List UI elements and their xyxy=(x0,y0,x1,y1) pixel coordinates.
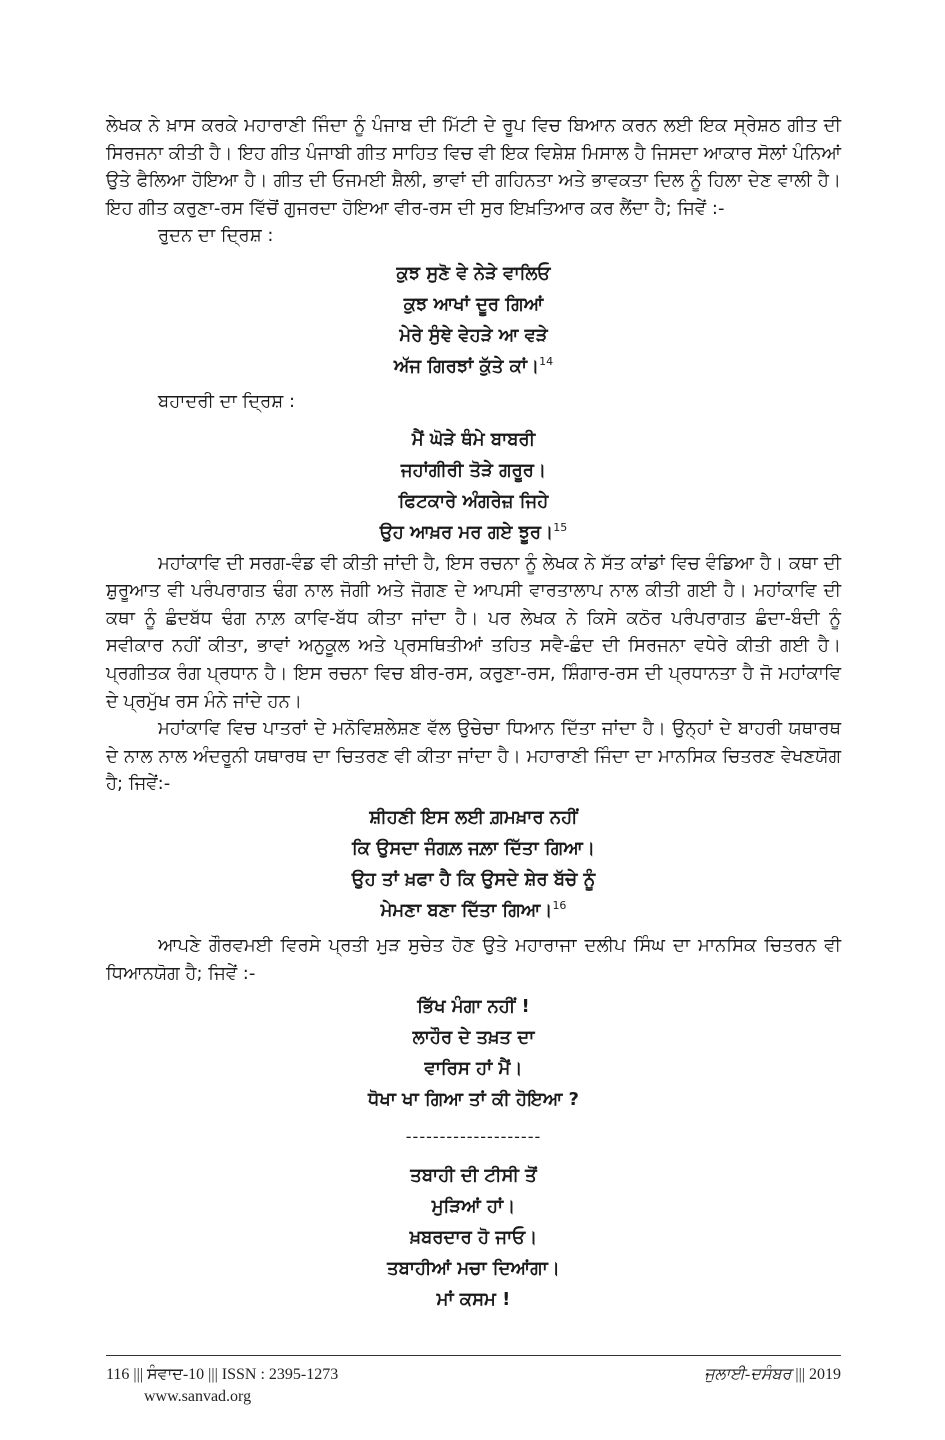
footnote-ref: 14 xyxy=(539,354,554,368)
paragraph-3: ਮਹਾਂਕਾਵਿ ਵਿਚ ਪਾਤਰਾਂ ਦੇ ਮਨੋਵਿਸ਼ਲੇਸ਼ਣ ਵੱਲ ਉਚੇਚਾ ਧਿਆਨ ਦਿੱਤਾ ਜਾਂਦਾ ਹੈ। ਉਨ੍ਹਾਂ ਦੇ ਬਾਹਰੀ ਯਥਾਰਥ ਦੇ ਨਾਲ ਨਾਲ ਅੰਦਰੂਨੀ ਯਥਾਰਥ ਦਾ ਚਿਤਰਣ ਵੀ ਕੀਤਾ ਜਾਂਦਾ ਹੈ। ਮਹਾਰਾਣੀ ਜਿੰਦਾ ਦਾ ਮਾਨਸਿਕ ਚਿਤਰਣ ਵੇਖਣਯੋਗ ਹੈ; ਜਿਵੇਂ:- xyxy=(106,718,841,795)
verse-line: ਮੈਂ ਘੋੜੇ ਥੰਮੇ ਬਾਬਰੀ xyxy=(411,428,536,450)
verse-line: ਸ਼ੀਹਣੀ ਇਸ ਲਈ ਗ਼ਮਖ਼ਾਰ ਨਹੀਂ xyxy=(369,806,578,828)
verse-line: ਖ਼ਬਰਦਾਰ ਹੋ ਜਾਓ। xyxy=(409,1227,538,1249)
verse-1 xyxy=(106,258,841,382)
verse-line: ਧੋਖਾ ਖਾ ਗਿਆ ਤਾਂ ਕੀ ਹੋਇਆ ? xyxy=(368,1089,579,1111)
verse-line: ਭਿੱਖ ਮੰਗਾ ਨਹੀਂ ! xyxy=(417,996,530,1018)
verse-line-last xyxy=(106,895,841,926)
verse-line-last xyxy=(106,517,841,548)
verse-line-text: ਉਹ ਆਖ਼ਰ ਮਰ ਗਏ ਝੂਰ। xyxy=(379,521,554,543)
verse-line: ਲਾਹੌਰ ਦੇ ਤਖ਼ਤ ਦਾ xyxy=(412,1027,535,1049)
verse-line: ਵਾਰਿਸ ਹਾਂ ਮੈਂ। xyxy=(424,1058,523,1080)
verse-3 xyxy=(106,802,841,926)
page-body xyxy=(106,112,841,1321)
verse-line: ਉਹ ਤਾਂ ਖ਼ਫਾ ਹੈ ਕਿ ਉਸਦੇ ਸ਼ੇਰ ਬੱਚੇ ਨੂੰ xyxy=(351,868,596,890)
footer-year: ||| 2019 xyxy=(795,1366,841,1383)
footer-period: ਜੁਲਾਈ-ਦਸੰਬਰ xyxy=(704,1366,792,1383)
paragraph-2: ਮਹਾਂਕਾਵਿ ਦੀ ਸਰਗ-ਵੰਡ ਵੀ ਕੀਤੀ ਜਾਂਦੀ ਹੈ, ਇਸ ਰਚਨਾ ਨੂੰ ਲੇਖਕ ਨੇ ਸੱਤ ਕਾਂਡਾਂ ਵਿਚ ਵੰਡਿਆ ਹੈ। ਕਥਾ ਦੀ ਸ਼ੁਰੂਆਤ ਵੀ ਪਰੰਪਰਾਗਤ ਢੰਗ ਨਾਲ ਜੋਗੀ ਅਤੇ ਜੋਗਣ ਦੇ ਆਪਸੀ ਵਾਰਤਾਲਾਪ ਨਾਲ ਕੀਤੀ ਗਈ ਹੈ। ਮਹਾਂਕਾਵਿ ਦੀ ਕਥਾ ਨੂੰ ਛੰਦਬੱਧ ਢੰਗ ਨਾਲ਼ ਕਾਵਿ-ਬੱਧ ਕੀਤਾ ਜਾਂਦਾ ਹੈ। ਪਰ ਲੇਖਕ ਨੇ ਕਿਸੇ ਕਠੋਰ ਪਰੰਪਰਾਗਤ ਛੰਦਾ-ਬੰਦੀ ਨੂੰ ਸਵੀਕਾਰ ਨਹੀਂ ਕੀਤਾ, ਭਾਵਾਂ ਅਨੁਕੂਲ ਅਤੇ ਪ੍ਰਸਥਿਤੀਆਂ ਤਹਿਤ ਸਵੈ-ਛੰਦ ਦੀ ਸਿਰਜਨਾ ਵਧੇਰੇ ਕੀਤੀ ਗਈ ਹੈ। ਪ੍ਰਗੀਤਕ ਰੰਗ ਪ੍ਰਧਾਨ ਹੈ। ਇਸ ਰਚਨਾ ਵਿਚ ਬੀਰ-ਰਸ, ਕਰੁਣਾ-ਰਸ, ਸ਼ਿੰਗਾਰ-ਰਸ ਦੀ ਪ੍ਰਧਾਨਤਾ ਹੈ ਜੋ ਮਹਾਂਕਾਵਿ ਦੇ ਪ੍ਰਮੁੱਖ ਰਸ ਮੰਨੇ ਜਾਂਦੇ ਹਨ। xyxy=(106,552,841,712)
verse-line: ਮਾਂ ਕਸਮ ! xyxy=(436,1289,511,1311)
label-bahadari: ਬਹਾਦਰੀ ਦਾ ਦ੍ਰਿਸ਼ : xyxy=(158,390,296,412)
footnote-ref: 15 xyxy=(553,520,568,534)
verse-line: ਤਬਾਹੀਆਂ ਮਚਾ ਦਿਆਂਗਾ। xyxy=(387,1258,560,1280)
footer-rule xyxy=(106,1355,841,1356)
footnote-ref: 16 xyxy=(552,898,567,912)
verse-line: ਕਿ ਉਸਦਾ ਜੰਗਲ਼ ਜਲ਼ਾ ਦਿੱਤਾ ਗਿਆ। xyxy=(352,837,595,859)
paragraph-1: ਲੇਖਕ ਨੇ ਖ਼ਾਸ ਕਰਕੇ ਮਹਾਰਾਣੀ ਜਿੰਦਾ ਨੂੰ ਪੰਜਾਬ ਦੀ ਮਿੱਟੀ ਦੇ ਰੂਪ ਵਿਚ ਬਿਆਨ ਕਰਨ ਲਈ ਇਕ ਸ੍ਰੇਸ਼ਠ ਗੀਤ ਦੀ ਸਿਰਜਨਾ ਕੀਤੀ ਹੈ। ਇਹ ਗੀਤ ਪੰਜਾਬੀ ਗੀਤ ਸਾਹਿਤ ਵਿਚ ਵੀ ਇਕ ਵਿਸ਼ੇਸ਼ ਮਿਸਾਲ ਹੈ ਜਿਸਦਾ ਆਕਾਰ ਸੋਲਾਂ ਪੰਨਿਆਂ ਉਤੇ ਫੈਲਿਆ ਹੋਇਆ ਹੈ। ਗੀਤ ਦੀ ਓਜਮਈ ਸ਼ੈਲੀ, ਭਾਵਾਂ ਦੀ ਗਹਿਨਤਾ ਅਤੇ ਭਾਵਕਤਾ ਦਿਲ ਨੂੰ ਹਿਲਾ ਦੇਣ ਵਾਲੀ ਹੈ। ਇਹ ਗੀਤ ਕਰੁਣਾ-ਰਸ ਵਿੱਚੋਂ ਗੁਜਰਦਾ ਹੋਇਆ ਵੀਰ-ਰਸ ਦੀ ਸੁਰ ਇਖ਼ਤਿਆਰ ਕਰ ਲੈਂਦਾ ਹੈ; ਜਿਵੇਂ :- xyxy=(106,115,841,219)
verse-line: ਮੁੜਿਆਂ ਹਾਂ। xyxy=(431,1196,516,1218)
footer-date xyxy=(704,1366,841,1384)
verse-line: ਕੁਝ ਸੁਣੋ ਵੇ ਨੇੜੇ ਵਾਲਿਓ xyxy=(396,262,551,284)
verse-line-last xyxy=(106,351,841,382)
verse-line-text: ਮੇਮਣਾ ਬਣਾ ਦਿੱਤਾ ਗਿਆ। xyxy=(380,899,553,921)
verse-2 xyxy=(106,424,841,548)
paragraph-4: ਆਪਣੇ ਗੌਰਵਮਈ ਵਿਰਸੇ ਪ੍ਰਤੀ ਮੁੜ ਸੁਚੇਤ ਹੋਣ ਉਤੇ ਮਹਾਰਾਜਾ ਦਲੀਪ ਸਿੰਘ ਦਾ ਮਾਨਸਿਕ ਚਿਤਰਨ ਵੀ ਧਿਆਨਯੋਗ ਹੈ; ਜਿਵੇਂ :- xyxy=(106,934,841,984)
verse-line: ਜਹਾਂਗੀਰੀ ਤੋੜੇ ਗਰੂਰ। xyxy=(400,459,547,481)
verse-line: ਤਬਾਹੀ ਦੀ ਟੀਸੀ ਤੋਂ xyxy=(410,1165,537,1187)
verse-line: ਮੇਰੇ ਸੁੰਞੇ ਵੇਹੜੇ ਆ ਵੜੇ xyxy=(399,324,548,346)
label-rudan: ਰੁਦਨ ਦਾ ਦ੍ਰਿਸ਼ : xyxy=(158,225,274,247)
verse-line: ਕੁਝ ਆਖਾਂ ਦੂਰ ਗਿਆਂ xyxy=(403,293,544,315)
footer-issue-info: 116 ||| ਸੰਵਾਦ-10 ||| ISSN : 2395-1273 xyxy=(106,1366,339,1383)
footer-website: www.sanvad.org xyxy=(144,1388,252,1405)
verse-line-text: ਅੱਜ ਗਿਰਝਾਂ ਕੁੱਤੇ ਕਾਂ। xyxy=(393,355,540,377)
verse-separator: -------------------- xyxy=(405,1127,542,1147)
verse-line: ਫਿਟਕਾਰੇ ਅੰਗਰੇਜ਼ ਜਿਹੇ xyxy=(398,490,549,512)
verse-4 xyxy=(106,991,841,1315)
